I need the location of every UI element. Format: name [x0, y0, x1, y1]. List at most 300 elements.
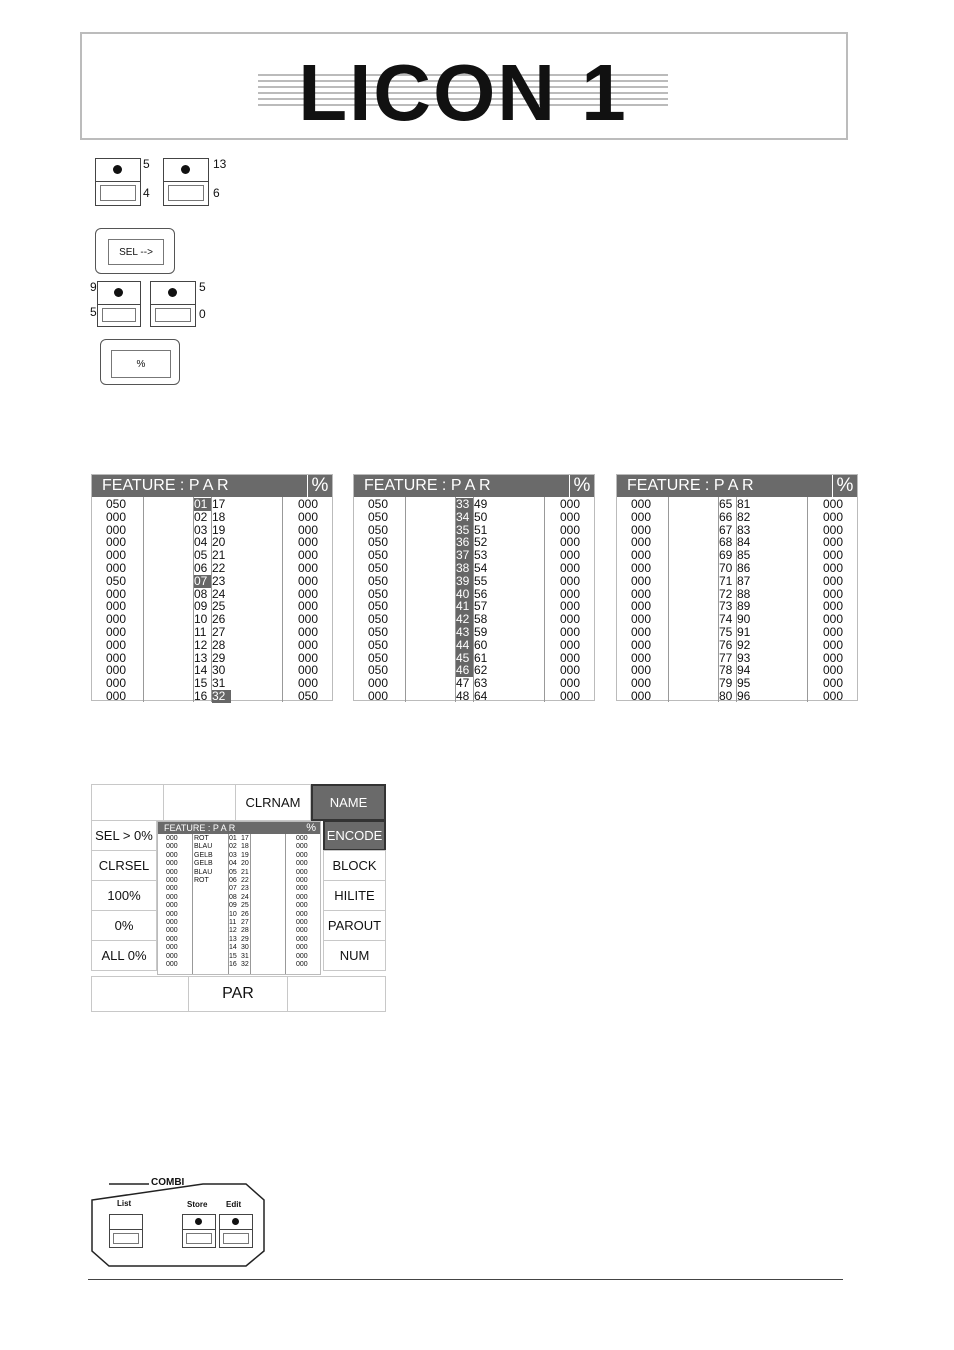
channel-ch-a: 46 [456, 664, 473, 677]
channel-level: 050 [368, 548, 389, 563]
channel-out: 000 [823, 522, 844, 537]
mini-channel-cell: 04 [229, 860, 237, 868]
channel-out: 000 [823, 676, 844, 691]
mini-channel-row [158, 919, 320, 927]
channel-row [617, 511, 857, 524]
channel-ch-b: 84 [737, 535, 751, 550]
channel-level: 000 [631, 586, 652, 601]
list-key[interactable] [109, 1214, 143, 1248]
channel-ch-b: 57 [474, 599, 488, 614]
channel-ch-b: 58 [474, 612, 488, 627]
edit-label: Edit [226, 1200, 242, 1209]
mini-channel-cell: GELB [194, 860, 213, 868]
channel-row [92, 575, 332, 588]
channel-level: 050 [368, 573, 389, 588]
channel-ch-a: 16 [194, 689, 208, 703]
channel-out: 000 [823, 573, 844, 588]
channel-ch-a: 07 [194, 575, 211, 588]
mini-channel-cell: 20 [241, 860, 249, 868]
channel-level: 000 [106, 689, 127, 703]
feature-panel-title: FEATURE : P A R [364, 477, 491, 494]
channel-row [92, 639, 332, 652]
store-label: Store [187, 1200, 208, 1209]
mini-channel-cell: 000 [166, 919, 178, 926]
channel-level: 000 [106, 650, 127, 665]
feature-panel-header [92, 475, 332, 497]
mini-channel-cell: 02 [229, 843, 237, 851]
channel-out: 000 [298, 663, 319, 678]
channel-out: 000 [298, 625, 319, 639]
channel-level: 050 [368, 637, 389, 652]
channel-ch-b: 30 [212, 663, 226, 678]
channel-out: 000 [823, 548, 844, 563]
sel-gt-0-button[interactable]: SEL > 0% [91, 820, 157, 851]
channel-level: 050 [368, 586, 389, 601]
channel-ch-a: 36 [456, 536, 473, 549]
mini-channel-cell: 000 [296, 868, 308, 876]
footer-rule [88, 1279, 843, 1280]
channel-out: 000 [298, 509, 319, 524]
mini-channel-cell: 000 [166, 927, 178, 935]
channel-out: 000 [298, 612, 319, 627]
channel-level: 000 [368, 689, 389, 703]
feature-panel [91, 474, 333, 701]
channel-ch-a: 72 [719, 586, 733, 601]
channel-out: 050 [298, 689, 319, 703]
channel-ch-a: 15 [194, 676, 208, 691]
licon-logo [258, 54, 668, 124]
channel-level: 000 [631, 509, 652, 524]
clrsel-button[interactable]: CLRSEL [91, 850, 157, 881]
mini-channel-row [158, 843, 320, 851]
channel-ch-b: 96 [737, 689, 751, 703]
channel-row [354, 626, 594, 639]
mini-channel-cell: BLAU [194, 843, 213, 851]
channel-ch-a: 42 [456, 613, 473, 626]
mini-channel-row [158, 936, 320, 944]
channel-out: 000 [823, 561, 844, 575]
channel-level: 000 [106, 676, 127, 691]
channel-out: 000 [560, 650, 581, 665]
channel-ch-a: 11 [194, 625, 207, 639]
channel-ch-b: 29 [212, 650, 226, 665]
channel-ch-a: 09 [194, 599, 208, 614]
channel-ch-a: 75 [719, 625, 733, 639]
channel-out: 000 [560, 625, 581, 639]
channel-level: 000 [106, 599, 127, 614]
channel-ch-b: 88 [737, 586, 751, 601]
mini-channel-cell: 10 [229, 910, 237, 918]
channel-ch-b: 55 [474, 573, 488, 588]
channel-ch-b: 54 [474, 561, 488, 575]
key-label: 5 [90, 305, 97, 319]
channel-ch-b: 19 [212, 522, 226, 537]
channel-ch-a: 73 [719, 599, 733, 614]
channel-ch-a: 44 [456, 639, 473, 652]
mini-channel-row [158, 927, 320, 935]
channel-ch-a: 48 [456, 689, 470, 703]
mini-channel-row [158, 961, 320, 969]
channel-out: 000 [560, 612, 581, 627]
channel-out: 000 [823, 509, 844, 524]
channel-ch-a: 04 [194, 535, 208, 550]
channel-out: 000 [823, 497, 844, 511]
channel-level: 050 [368, 663, 389, 678]
mini-channel-cell: ROT [194, 835, 209, 842]
channel-ch-a: 45 [456, 652, 473, 665]
key-label: 5 [199, 280, 206, 294]
feature-panel-percent: % [307, 475, 332, 497]
channel-row [92, 690, 332, 703]
mini-channel-cell: 28 [241, 927, 249, 935]
channel-ch-b: 94 [737, 663, 751, 678]
channel-ch-b: 23 [212, 573, 226, 588]
mini-channel-cell: 29 [241, 935, 249, 943]
channel-level: 050 [368, 509, 389, 524]
mini-channel-cell: ROT [194, 877, 209, 884]
key-label: 9 [90, 280, 97, 294]
channel-ch-a: 77 [719, 650, 733, 665]
mini-channel-cell: 23 [241, 885, 249, 893]
num-button[interactable]: NUM [323, 940, 386, 971]
feature-panel-percent: % [569, 475, 594, 497]
mini-channel-cell: 32 [241, 961, 249, 968]
mini-channel-row [158, 877, 320, 885]
mini-channel-cell: 000 [166, 851, 178, 859]
channel-ch-b: 86 [737, 561, 751, 575]
channel-ch-a: 08 [194, 586, 208, 601]
channel-ch-b: 62 [474, 663, 488, 678]
feature-panel-title: FEATURE : P A R [627, 477, 754, 494]
key-9[interactable] [97, 281, 141, 327]
channel-out: 000 [560, 663, 581, 678]
channel-level: 000 [631, 522, 652, 537]
channel-row [617, 626, 857, 639]
logo-text: LICON 1 [298, 54, 628, 124]
block-button[interactable]: BLOCK [323, 850, 386, 881]
channel-out: 000 [298, 548, 319, 563]
channel-level: 000 [631, 663, 652, 678]
mini-panel-percent: % [306, 822, 316, 834]
channel-level: 050 [368, 599, 389, 614]
channel-ch-b: 63 [474, 676, 488, 691]
channel-out: 000 [298, 561, 319, 575]
mini-channel-cell: 000 [296, 902, 308, 910]
key-5b[interactable] [150, 281, 196, 327]
mini-channel-cell: 16 [229, 961, 237, 968]
0-percent-button[interactable]: 0% [91, 910, 157, 941]
channel-ch-a: 34 [456, 511, 473, 524]
menu-blank-cell [287, 976, 386, 1012]
channel-level: 000 [631, 573, 652, 588]
key-label: 13 [213, 157, 227, 171]
mini-channel-cell: 000 [296, 851, 308, 859]
channel-out: 000 [823, 637, 844, 652]
mini-channel-row [158, 894, 320, 902]
menu-screen [91, 784, 386, 1012]
channel-level: 000 [631, 535, 652, 550]
channel-out: 000 [823, 535, 844, 550]
channel-out: 000 [560, 689, 581, 703]
channel-ch-a: 05 [194, 548, 208, 563]
mini-channel-cell: 22 [241, 877, 249, 884]
channel-ch-a: 69 [719, 548, 733, 563]
mini-channel-cell: 07 [229, 885, 237, 893]
channel-row [617, 498, 857, 511]
feature-panel-title: FEATURE : P A R [102, 477, 229, 494]
100-percent-button[interactable]: 100% [91, 880, 157, 911]
clrnam-button[interactable]: CLRNAM [235, 784, 311, 821]
channel-level: 050 [368, 625, 389, 639]
mini-panel-header [158, 822, 320, 834]
channel-ch-b: 91 [737, 625, 751, 639]
channel-level: 000 [106, 637, 127, 652]
key-label: 5 [143, 157, 150, 171]
channel-level: 000 [106, 561, 127, 575]
channel-ch-b: 90 [737, 612, 751, 627]
mini-channel-cell: 000 [166, 885, 178, 893]
channel-ch-a: 13 [194, 650, 208, 665]
mini-panel-title: FEATURE : P A R [164, 823, 236, 833]
sel-key[interactable] [95, 228, 175, 274]
channel-ch-b: 83 [737, 522, 751, 537]
channel-row [354, 639, 594, 652]
feature-panel [616, 474, 858, 701]
mini-channel-cell: 000 [166, 910, 178, 918]
channel-out: 000 [298, 573, 319, 588]
channel-row [354, 511, 594, 524]
mini-channel-cell: 30 [241, 944, 249, 952]
channel-row [92, 511, 332, 524]
mini-channel-cell: 000 [296, 935, 308, 943]
combi-title: COMBI [151, 1177, 185, 1188]
mini-channel-cell: 000 [166, 868, 178, 876]
channel-ch-b: 56 [474, 586, 488, 601]
channel-out: 000 [560, 676, 581, 691]
channel-out: 000 [560, 522, 581, 537]
mini-channel-cell: 18 [241, 843, 249, 851]
channel-ch-b: 82 [737, 509, 751, 524]
channel-ch-b: 61 [474, 650, 488, 665]
channel-out: 000 [298, 637, 319, 652]
encode-button[interactable]: ENCODE [323, 820, 386, 851]
channel-out: 000 [823, 625, 844, 639]
channel-level: 000 [106, 586, 127, 601]
sel-key-label: SEL --> [108, 239, 164, 265]
channel-level: 000 [106, 509, 127, 524]
channel-ch-a: 35 [456, 524, 473, 537]
channel-level: 000 [106, 548, 127, 563]
feature-panel-header [617, 475, 857, 497]
channel-ch-b: 27 [212, 625, 226, 639]
channel-ch-a: 76 [719, 637, 733, 652]
mini-channel-row [158, 885, 320, 893]
mini-channel-row [158, 902, 320, 910]
channel-ch-a: 14 [194, 663, 208, 678]
mini-channel-row [158, 852, 320, 860]
menu-blank-cell [91, 784, 164, 821]
channel-out: 000 [560, 586, 581, 601]
channel-out: 000 [298, 676, 319, 691]
channel-ch-a: 06 [194, 561, 208, 575]
mini-channel-cell: 24 [241, 893, 249, 901]
channel-ch-a: 39 [456, 575, 473, 588]
mini-channel-cell: 06 [229, 877, 237, 884]
menu-blank-cell [91, 976, 189, 1012]
channel-level: 000 [106, 612, 127, 627]
mini-channel-cell: 05 [229, 868, 237, 876]
mini-feature-panel [157, 821, 321, 975]
channel-out: 000 [298, 599, 319, 614]
mini-channel-cell: 000 [166, 835, 178, 842]
channel-ch-a: 12 [194, 637, 208, 652]
channel-level: 000 [631, 561, 652, 575]
channel-level: 050 [368, 522, 389, 537]
channel-ch-a: 78 [719, 663, 733, 678]
channel-out: 000 [823, 612, 844, 627]
channel-ch-b: 92 [737, 637, 751, 652]
mini-channel-cell: 000 [296, 835, 308, 842]
channel-ch-b: 49 [474, 497, 488, 511]
channel-ch-b: 20 [212, 535, 226, 550]
par-button[interactable]: PAR [188, 976, 288, 1012]
mini-channel-cell: 12 [229, 927, 237, 935]
mini-channel-cell: 000 [296, 843, 308, 851]
list-label: List [117, 1199, 132, 1208]
channel-level: 000 [631, 548, 652, 563]
channel-ch-b: 50 [474, 509, 488, 524]
channel-level: 050 [368, 650, 389, 665]
channel-out: 000 [823, 650, 844, 665]
channel-ch-b: 26 [212, 612, 226, 627]
combi-key-group [91, 1177, 265, 1267]
mini-channel-cell: 13 [229, 935, 237, 943]
channel-out: 000 [298, 586, 319, 601]
channel-level: 000 [631, 676, 652, 691]
channel-ch-a: 01 [194, 498, 211, 511]
channel-level: 050 [368, 497, 389, 511]
channel-ch-a: 65 [719, 497, 733, 511]
edit-key[interactable] [219, 1214, 253, 1248]
channel-level: 000 [631, 650, 652, 665]
mini-channel-cell: 31 [241, 952, 249, 960]
channel-level: 050 [106, 573, 127, 588]
hilite-button[interactable]: HILITE [323, 880, 386, 911]
channel-out: 000 [298, 535, 319, 550]
channel-level: 000 [106, 625, 127, 639]
channel-ch-a: 02 [194, 509, 208, 524]
mini-channel-cell: 000 [296, 952, 308, 960]
mini-channel-cell: 000 [166, 877, 178, 884]
mini-channel-cell: 000 [166, 935, 178, 943]
key-label: 6 [213, 186, 220, 200]
key-label: 0 [199, 307, 206, 321]
mini-channel-cell: 25 [241, 902, 249, 910]
key-13[interactable] [163, 158, 209, 206]
feature-panel [353, 474, 595, 701]
channel-ch-b: 32 [212, 690, 231, 703]
channel-row [354, 562, 594, 575]
mini-channel-cell: 000 [296, 961, 308, 968]
channel-ch-a: 40 [456, 588, 473, 601]
all-0-percent-button[interactable]: ALL 0% [91, 940, 157, 971]
channel-row [354, 575, 594, 588]
mini-channel-cell: 15 [229, 952, 237, 960]
channel-out: 000 [560, 561, 581, 575]
channel-row [92, 498, 332, 511]
channel-out: 000 [823, 689, 844, 703]
channel-ch-a: 79 [719, 676, 733, 691]
channel-ch-a: 66 [719, 509, 733, 524]
store-key[interactable] [182, 1214, 216, 1248]
mini-channel-cell: 000 [166, 843, 178, 851]
channel-ch-b: 28 [212, 637, 226, 652]
channel-level: 050 [106, 497, 127, 511]
channel-level: 050 [368, 535, 389, 550]
name-button[interactable]: NAME [311, 784, 386, 821]
channel-ch-a: 70 [719, 561, 733, 575]
mini-channel-cell: GELB [194, 851, 213, 859]
mini-channel-row [158, 835, 320, 843]
channel-out: 000 [298, 650, 319, 665]
mini-channel-cell: 26 [241, 910, 249, 918]
channel-level: 050 [368, 612, 389, 627]
channel-row [354, 498, 594, 511]
mini-channel-cell: 03 [229, 851, 237, 859]
mini-channel-row [158, 860, 320, 868]
channel-ch-b: 17 [212, 497, 226, 511]
channel-level: 000 [368, 676, 389, 691]
mini-channel-cell: 000 [166, 944, 178, 952]
channel-ch-b: 89 [737, 599, 751, 614]
channel-ch-b: 52 [474, 535, 488, 550]
channel-ch-a: 68 [719, 535, 733, 550]
mini-channel-row [158, 869, 320, 877]
channel-row [617, 562, 857, 575]
channel-ch-a: 33 [456, 498, 473, 511]
channel-ch-a: 03 [194, 522, 208, 537]
channel-ch-b: 60 [474, 637, 488, 652]
mini-channel-row [158, 944, 320, 952]
mini-channel-cell: 000 [296, 944, 308, 952]
percent-key[interactable] [100, 339, 180, 385]
mini-channel-cell: 000 [166, 952, 178, 960]
mini-channel-cell: 09 [229, 902, 237, 910]
channel-out: 000 [823, 663, 844, 678]
mini-channel-cell: 000 [296, 885, 308, 893]
mini-channel-row [158, 911, 320, 919]
mini-channel-cell: 08 [229, 893, 237, 901]
channel-row [617, 575, 857, 588]
menu-blank-cell [163, 784, 236, 821]
channel-level: 000 [631, 625, 652, 639]
key-5[interactable] [95, 158, 141, 206]
parout-button[interactable]: PAROUT [323, 910, 386, 941]
channel-level: 000 [106, 663, 127, 678]
mini-channel-cell: 000 [166, 961, 178, 968]
channel-out: 000 [560, 637, 581, 652]
feature-panel-percent: % [832, 475, 857, 497]
channel-level: 050 [368, 561, 389, 575]
channel-ch-a: 38 [456, 562, 473, 575]
key-label: 4 [143, 186, 150, 200]
mini-channel-cell: 000 [296, 910, 308, 918]
mini-channel-cell: 000 [296, 877, 308, 884]
channel-ch-a: 74 [719, 612, 733, 627]
channel-out: 000 [298, 497, 319, 511]
channel-ch-a: 71 [719, 573, 733, 588]
mini-channel-cell: 000 [166, 860, 178, 868]
